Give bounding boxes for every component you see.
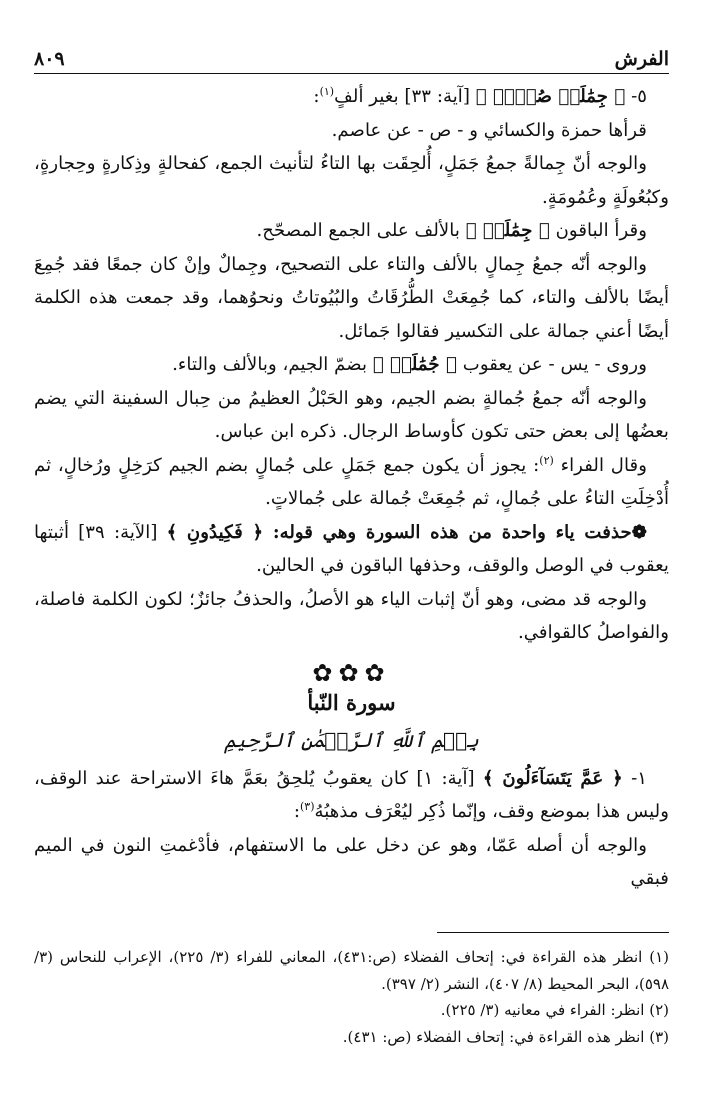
footnote-ref[interactable]: (٢) [539,453,554,467]
ornament-stars: ✿✿✿ [312,658,391,687]
paragraph-text: [آية: ١] كان يعقوبُ يُلحِقُ بعَمَّ هاءَ الاستراحة عند الوقف، وليس هذا بموضع وقف، وإنّما ذُكِر ليُعْرَف مذهبُهُ [34,767,669,822]
footnotes [34,944,669,1050]
quran-phrase: ﴿ عَمَّ يَتَسَآءَلُونَ ﴾ [482,767,623,789]
page-number: ٨٠٩ [34,48,65,70]
paragraph-11 [34,762,669,829]
header-divider [34,73,669,74]
paragraph-text: بالألف على الجمع المصحّح. [256,220,466,241]
header-title: الفرش [614,48,669,70]
paragraph-text: وقرأ الباقون [549,220,647,241]
quran-phrase: ﴿ جُمَٰلَتٞ ﴾ [372,354,457,375]
paragraph-6 [34,348,669,382]
paragraph-10 [34,583,669,650]
paragraph-text: بضمّ الجيم، وبالألف والتاء. [172,354,373,375]
paragraph-2 [34,114,669,148]
paragraph-1 [34,80,669,114]
paragraph-text: : يجوز أن يكون جمع جَمَلٍ على جُمالٍ بضم الجيم كرَخِلٍ ورُخالٍ، ثم أُدْخِلَتِ التاءُ على جُمالٍ، ثم جُمِعَتْ جُمالة على جُمالاتٍ. [34,454,669,509]
paragraph-text: والوجه أن أصله عَمّا، وهو عن دخل على ما الاستفهام، فأدْغمتِ النون في الميم فبقي [34,834,669,889]
quran-phrase: ﴿ جِمَٰلَتٞ صُفۡرٞ ﴾ [475,86,626,107]
basmala-calligraphy: بِسۡمِ ٱللَّهِ ٱلرَّحۡمَٰنِ ٱلرَّحِيمِ [224,727,479,752]
footnote-ref[interactable]: (١) [319,84,335,98]
paragraph-tail: : [313,86,320,107]
paragraph-text: والوجه أنّه جمعُ جُمالةٍ بضم الجيم، وهو الحَبْلُ العظيمُ من حِبال السفينة التي يضم بعضُها إلى بعض حتى تكون كأوساط الرجال. ذكره ابن عباس. [34,387,669,442]
paragraph-9 [34,516,669,583]
paragraph-text: والوجه أنّ جِمالةً جمعُ جَمَلٍ، أُلحِقَت بها التاءُ لتأنيث الجمع، كفحالةٍ وذِكارةٍ وحِجارةٍ، وكبُعُولَةٍ وعُمُومَةٍ. [34,153,669,208]
quran-phrase: ﴿ جِمَٰلَتٞ ﴾ [465,220,550,241]
paragraph-tail: : [293,801,300,822]
paragraph-12 [34,829,669,896]
paragraph-text: وقال الفراء [553,454,647,476]
footnote-1: (١) انظر هذه القراءة في: إتحاف الفضلاء (ص:٤٣١)، المعاني للفراء (٣/ ٢٢٥)، الإعراب للنحاس (٣/ ٥٩٨)، البحر المحيط (٨/ ٤٠٧)، النشر (٢/ ٣٩٧). [34,948,669,993]
paragraph-3 [34,147,669,214]
footnote-ref[interactable]: (٣) [299,799,315,813]
quran-phrase: ﴿ فَكِيدُونِ ﴾ [166,521,264,543]
section-heading: ❁حذفت ياء واحدة من هذه السورة وهي قوله: [263,521,647,543]
footnote-2: (٢) انظر: الفراء في معانيه (٣/ ٢٢٥). [440,1001,669,1019]
paragraph-text: والوجه قد مضى، وهو أنّ إثبات الياء هو الأصلُ، والحذفُ جائزٌ؛ لكون الكلمة فاصلة، والفواصلُ كالقوافي. [34,588,669,643]
main-text [34,80,669,896]
surah-title: سورة النّبأ [307,689,396,715]
paragraph-text: وروى - يس - عن يعقوب [456,354,647,375]
paragraph-5 [34,248,669,349]
item-number: ٥- [625,86,647,107]
running-header [34,40,669,70]
footnote-divider [437,932,669,933]
paragraph-4 [34,214,669,248]
paragraph-text: قرأها حمزة والكسائي و - ص - عن عاصم. [331,119,647,141]
paragraph-text: [الآية: ٣٩] أثبتها يعقوب في الوصل والوقف، وحذفها الباقون في الحالين. [34,521,669,576]
footnote-3: (٣) انظر هذه القراءة في: إتحاف الفضلاء (ص: ٤٣١). [342,1027,669,1046]
paragraph-text: والوجه أنّه جمعُ جِمالٍ بالألف والتاء على التصحيح، وجِمالٌ وإنْ كان جمعًا فقد جُمِعَ أيضًا بالألف والتاء، كما جُمِعَتْ الطُّرُقَاتُ والبُيُوتاتُ ونحوُهما، وقد جمعت هذه الكلمة أيضًا أعني جمالة على التكسير فقالوا جَمائل. [34,253,669,342]
paragraph-8 [34,449,669,516]
paragraph-7 [34,382,669,449]
paragraph-text: [آية: ٣٣] بغير ألفٍ [334,86,476,107]
item-number: ١- [622,767,648,789]
